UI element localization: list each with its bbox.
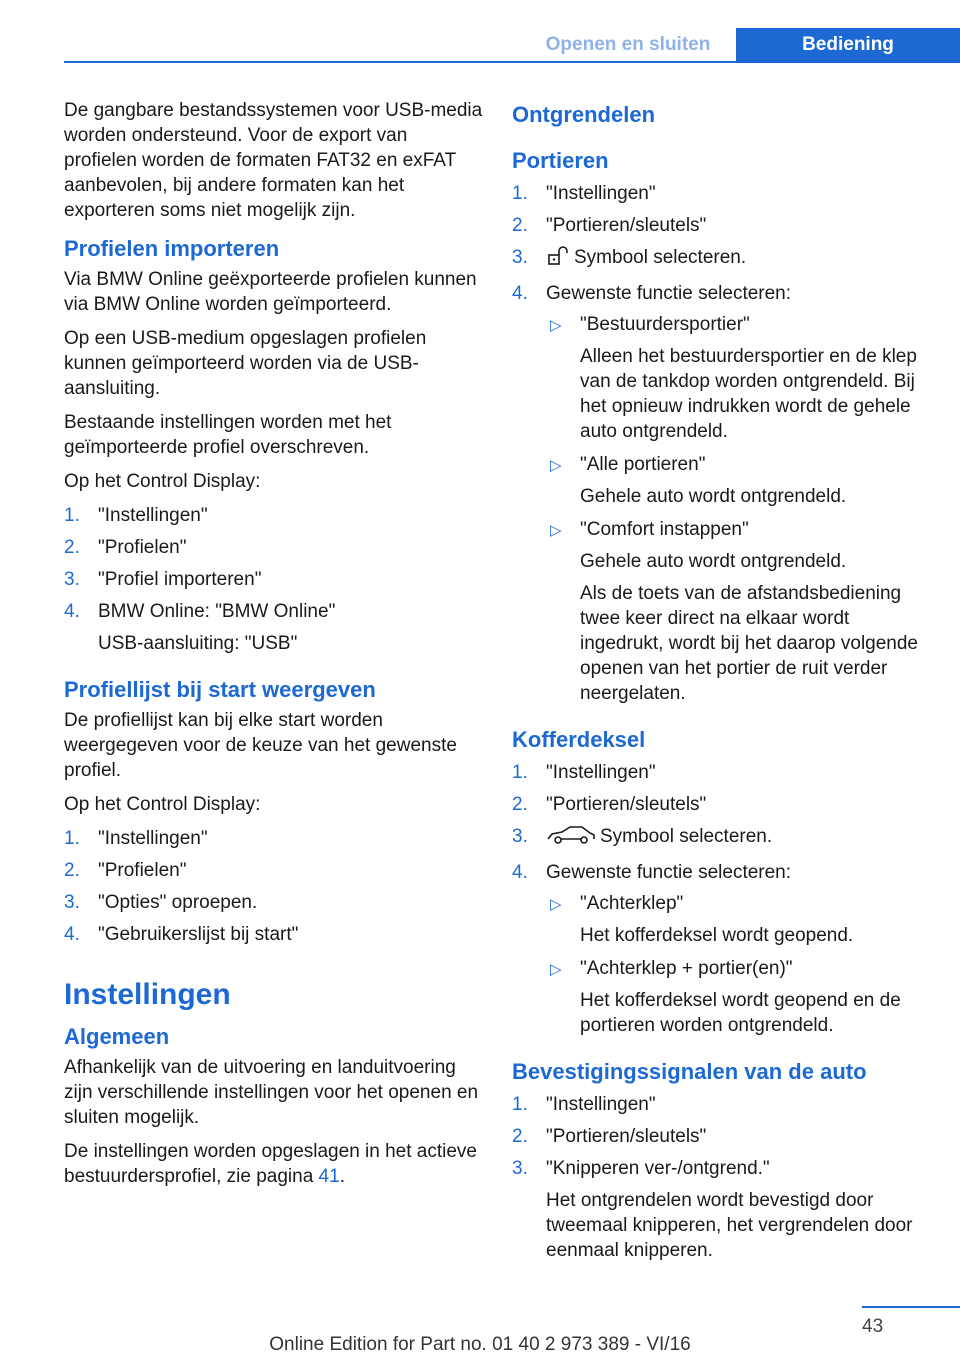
step-text: "Instellingen" — [546, 762, 656, 783]
option-label: "Achterklep" — [580, 893, 684, 914]
import-steps — [64, 503, 484, 656]
step-text: "Profielen" — [98, 860, 187, 881]
right-column — [512, 98, 928, 1273]
triangle-bullet-icon: ▷ — [550, 961, 562, 978]
list-item — [64, 922, 484, 947]
option-description-extra: Als de toets van de afstandsbediening twee keer direct na elkaar wordt ingedrukt, wordt bij het daarop volgende openen van het portier de ruit verder neergelaten. — [580, 583, 919, 704]
triangle-bullet-icon: ▷ — [550, 522, 562, 539]
trunk-heading: Kofferdeksel — [512, 727, 646, 752]
list-item — [512, 792, 928, 817]
option-item — [546, 956, 928, 1038]
step-number: 3. — [512, 826, 528, 847]
step-text: "Opties" oproepen. — [98, 892, 258, 913]
import-paragraph-2: Op een USB-medium opgeslagen profielen kunnen geïmporteerd worden via de USB-aansluiting. — [64, 328, 427, 399]
step-text: "Instellingen" — [546, 183, 656, 204]
step-text: "Portieren/sleutels" — [546, 794, 707, 815]
option-item — [546, 452, 928, 509]
step-text: "Instellingen" — [98, 828, 208, 849]
unlock-icon — [546, 245, 570, 274]
option-item — [546, 517, 928, 706]
trunk-options — [546, 891, 928, 1038]
list-item — [512, 1092, 928, 1117]
option-label: "Bestuurdersportier" — [580, 314, 750, 335]
step-number: 2. — [512, 794, 528, 815]
triangle-bullet-icon: ▷ — [550, 317, 562, 334]
confirm-steps — [512, 1092, 928, 1263]
unlock-heading: Ontgrendelen — [512, 102, 656, 127]
step-number: 1. — [512, 1094, 528, 1115]
step-text: "Portieren/sleutels" — [546, 215, 707, 236]
step-number: 4. — [512, 862, 528, 883]
general-heading: Algemeen — [64, 1024, 170, 1049]
list-item — [512, 181, 928, 206]
list-item — [512, 1156, 928, 1263]
startlist-paragraph-2: Op het Control Display: — [64, 794, 261, 815]
step-number: 2. — [64, 860, 80, 881]
settings-paragraph-2-text: De instellingen worden opgeslagen in het actieve bestuurdersprofiel, zie pagina — [64, 1141, 477, 1187]
option-label: "Comfort instappen" — [580, 519, 749, 540]
option-description: Alleen het bestuurdersportier en de klep van de tankdop worden ontgrendeld. Bij het opnieuw indrukken wordt de gehele auto ontgrendeld. — [580, 346, 917, 442]
step-number: 2. — [512, 215, 528, 236]
header-chapter-tab: Bediening — [736, 28, 960, 61]
edition-footer: Online Edition for Part no. 01 40 2 973 389 - VI/16 — [269, 1334, 691, 1355]
left-column — [64, 98, 484, 1198]
step-text: "Profiel importeren" — [98, 569, 262, 590]
step-text: "Gebruikerslijst bij start" — [98, 924, 299, 945]
option-description: Gehele auto wordt ontgrendeld. — [580, 486, 847, 507]
startlist-paragraph-1: De profiellijst kan bij elke start worden weergegeven voor de keuze van het gewenste profiel. — [64, 710, 457, 781]
option-label: "Achterklep + portier(en)" — [580, 958, 793, 979]
list-item — [64, 503, 484, 528]
settings-paragraph-2-end: . — [339, 1166, 345, 1187]
list-item — [64, 858, 484, 883]
option-item — [546, 312, 928, 444]
startlist-steps — [64, 826, 484, 947]
list-item — [512, 860, 928, 1038]
import-paragraph-3: Bestaande instellingen worden met het geïmporteerde profiel overschreven. — [64, 412, 392, 458]
step-number: 4. — [64, 601, 80, 622]
step-number: 4. — [64, 924, 80, 945]
step-number: 2. — [512, 1126, 528, 1147]
doors-options — [546, 312, 928, 706]
option-description: Het kofferdeksel wordt geopend. — [580, 925, 854, 946]
header-rule — [64, 61, 960, 63]
header-section-title: Openen en sluiten — [545, 34, 711, 55]
triangle-bullet-icon: ▷ — [550, 896, 562, 913]
list-item — [64, 599, 484, 656]
list-item — [512, 824, 928, 853]
list-item — [64, 535, 484, 560]
triangle-bullet-icon: ▷ — [550, 457, 562, 474]
step-text: Symbool selecteren. — [600, 826, 773, 847]
trunk-steps — [512, 760, 928, 1038]
option-description: Gehele auto wordt ontgrendeld. — [580, 551, 847, 572]
step-text: "Knipperen ver-/ontgrend." — [546, 1158, 770, 1179]
page-link[interactable]: 41 — [318, 1166, 340, 1187]
step-number: 2. — [64, 537, 80, 558]
settings-paragraph-1: Afhankelijk van de uitvoering en landuitvoering zijn verschillende instellingen voor het openen en sluiten mogelijk. — [64, 1057, 479, 1128]
doors-heading: Portieren — [512, 148, 609, 173]
step-text: "Portieren/sleutels" — [546, 1126, 707, 1147]
step-text: "Profielen" — [98, 537, 187, 558]
step-text: "Instellingen" — [98, 505, 208, 526]
step-number: 3. — [512, 247, 528, 268]
step-text: Gewenste functie selecteren: — [546, 283, 792, 304]
import-paragraph-1: Via BMW Online geëxporteerde profielen kunnen via BMW Online worden geïmporteerd. — [64, 269, 477, 315]
step-continuation: Het ontgrendelen wordt bevestigd door tweemaal knipperen, het vergrendelen door eenmaal knipperen. — [546, 1190, 913, 1261]
list-item — [64, 890, 484, 915]
step-text: "Instellingen" — [546, 1094, 656, 1115]
settings-paragraph-2 — [64, 1139, 484, 1189]
step-number: 3. — [512, 1158, 528, 1179]
import-heading: Profielen importeren — [64, 236, 280, 261]
step-text: BMW Online: "BMW Online" — [98, 601, 336, 622]
step-number: 3. — [64, 569, 80, 590]
list-item — [64, 826, 484, 851]
doors-steps — [512, 181, 928, 706]
step-text: Symbool selecteren. — [574, 247, 747, 268]
list-item — [512, 1124, 928, 1149]
settings-heading: Instellingen — [64, 978, 231, 1011]
import-paragraph-4: Op het Control Display: — [64, 471, 261, 492]
confirm-heading: Bevestigingssignalen van de auto — [512, 1059, 867, 1084]
list-item — [512, 760, 928, 785]
list-item — [512, 281, 928, 706]
step-number: 1. — [64, 828, 80, 849]
step-continuation: USB-aansluiting: "USB" — [98, 633, 298, 654]
list-item — [512, 245, 928, 274]
car-trunk-icon — [546, 824, 596, 853]
step-number: 1. — [512, 183, 528, 204]
startlist-heading: Profiellijst bij start weergeven — [64, 677, 376, 702]
step-number: 3. — [64, 892, 80, 913]
step-number: 1. — [512, 762, 528, 783]
list-item — [64, 567, 484, 592]
intro-paragraph: De gangbare bestandssystemen voor USB-media worden ondersteund. Voor de export van profielen worden de formaten FAT32 en exFAT aanbevolen, bij andere formaten kan het exporteren soms niet mogelijk zijn. — [64, 100, 483, 221]
option-label: "Alle portieren" — [580, 454, 706, 475]
option-item — [546, 891, 928, 948]
page-number: 43 — [862, 1316, 884, 1337]
option-description: Het kofferdeksel wordt geopend en de portieren worden ontgrendeld. — [580, 990, 901, 1036]
step-number: 1. — [64, 505, 80, 526]
footer-rule — [862, 1306, 960, 1308]
list-item — [512, 213, 928, 238]
step-text: Gewenste functie selecteren: — [546, 862, 792, 883]
step-number: 4. — [512, 283, 528, 304]
